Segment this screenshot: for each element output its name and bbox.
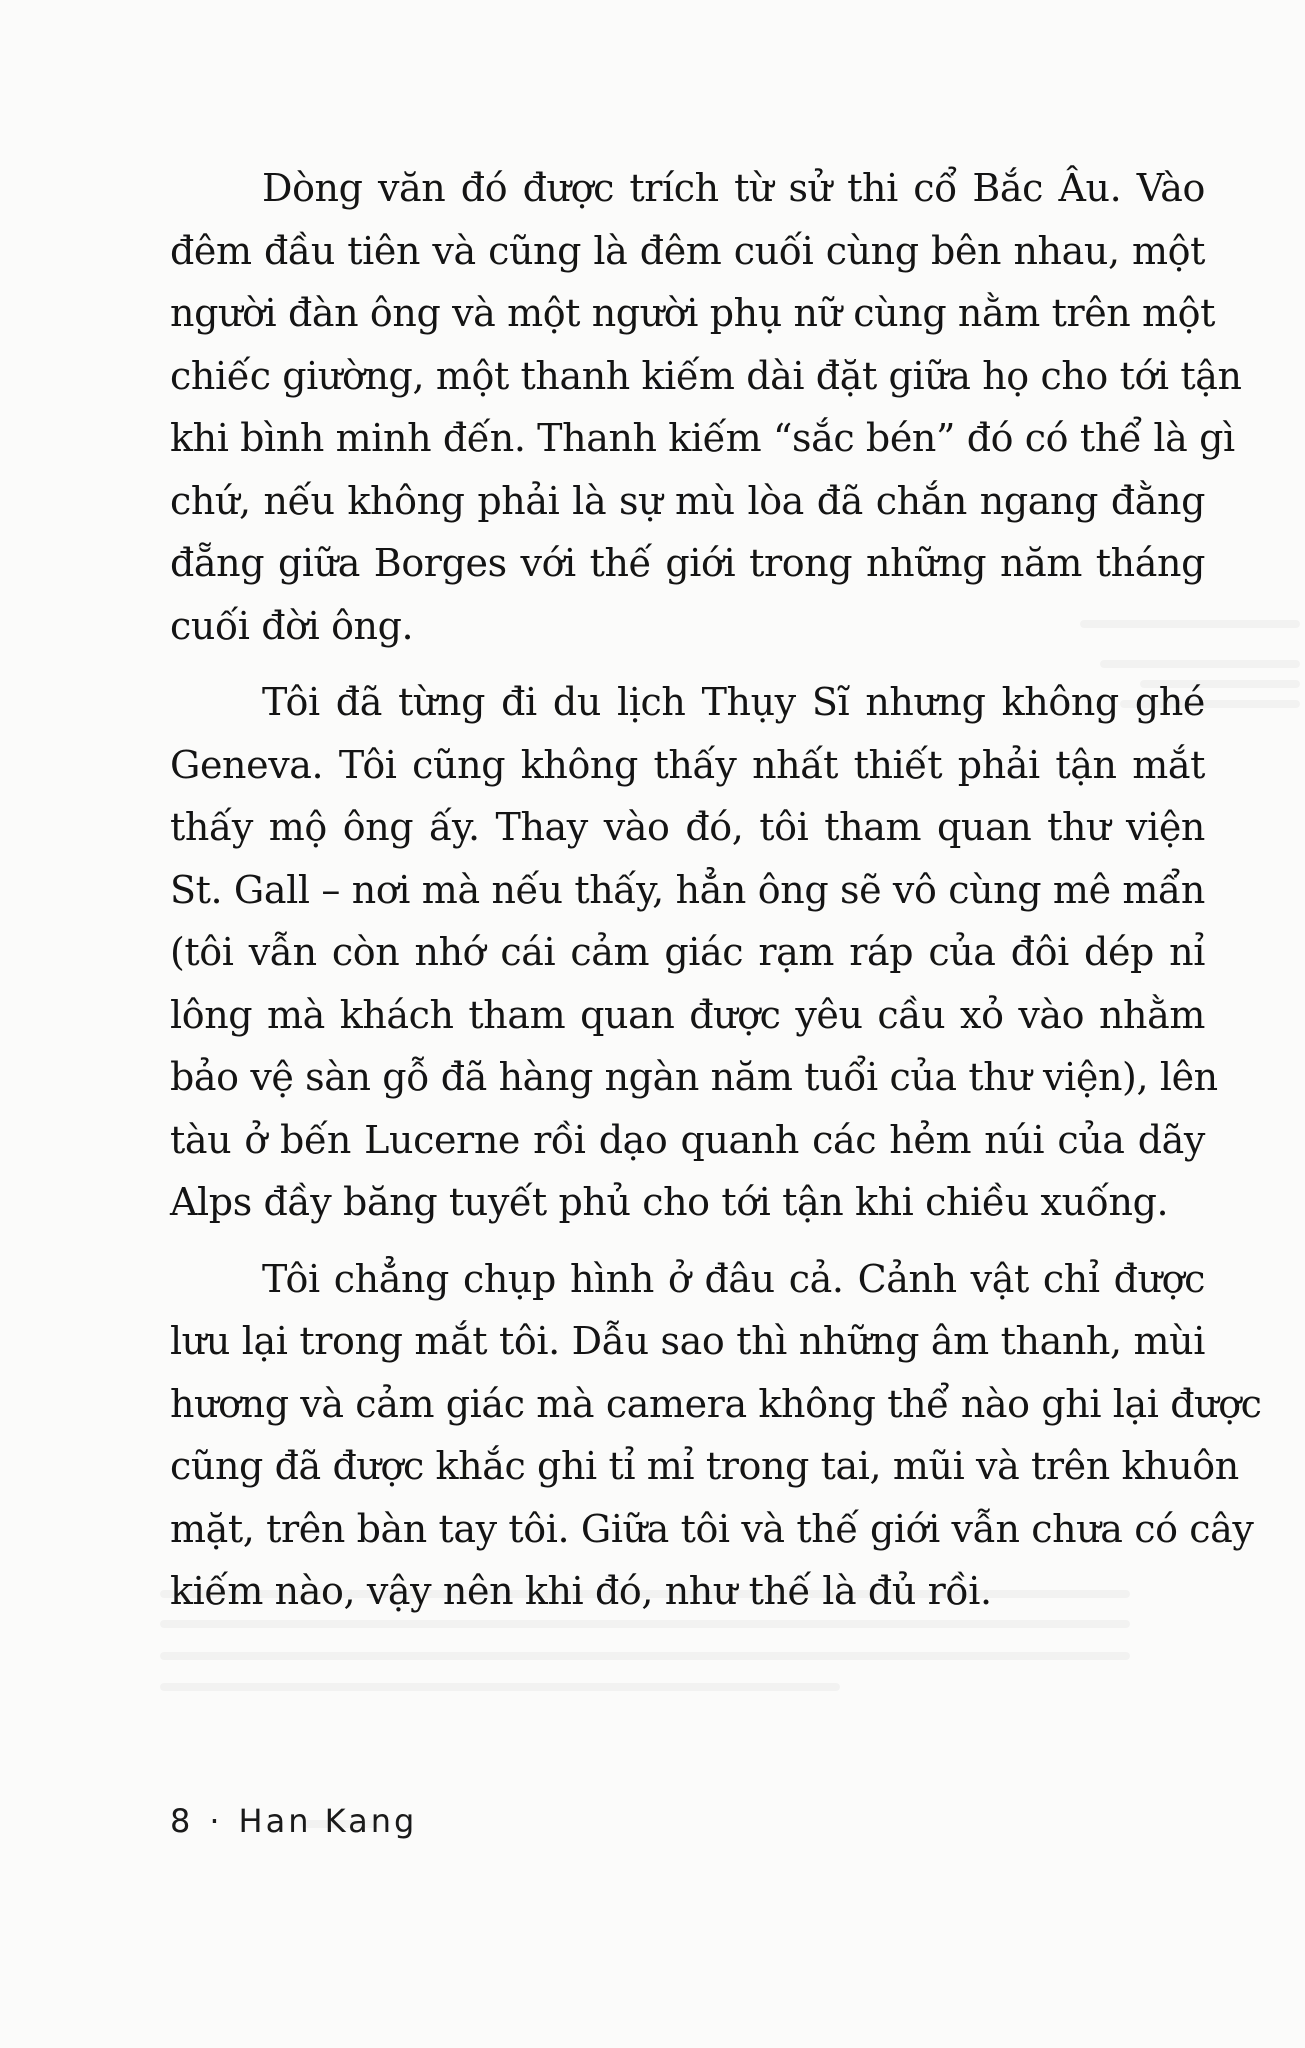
text-line: Alps đầy băng tuyết phủ cho tới tận khi chiều xuống. — [170, 1180, 1169, 1224]
text-line: lưu lại trong mắt tôi. Dẫu sao thì những âm thanh, mùi — [170, 1319, 1205, 1363]
text-line: Dòng văn đó được trích từ sử thi cổ Bắc Âu. Vào — [262, 166, 1205, 210]
text-line: thấy mộ ông ấy. Thay vào đó, tôi tham quan thư viện — [170, 805, 1205, 849]
text-line: hương và cảm giác mà camera không thể nào ghi lại được — [170, 1381, 1262, 1426]
text-line: St. Gall – nơi mà nếu thấy, hẳn ông sẽ vô cùng mê mẩn — [170, 867, 1205, 912]
text-line: bảo vệ sàn gỗ đã hàng ngàn năm tuổi của thư viện), lên — [170, 1055, 1218, 1099]
text-line: Tôi chẳng chụp hình ở đâu cả. Cảnh vật chỉ được — [262, 1256, 1205, 1301]
text-line: chiếc giường, một thanh kiếm dài đặt giữa họ cho tới tận — [170, 353, 1242, 398]
text-line: (tôi vẫn còn nhớ cái cảm giác rạm ráp của đôi dép nỉ — [170, 930, 1205, 974]
text-line: Geneva. Tôi cũng không thấy nhất thiết phải tận mắt — [170, 742, 1205, 787]
text-line: khi bình minh đến. Thanh kiếm “sắc bén” đó có thể là gì — [170, 416, 1235, 460]
text-line: chứ, nếu không phải là sự mù lòa đã chắn ngang đằng — [170, 478, 1205, 523]
text-line: người đàn ông và một người phụ nữ cùng nằm trên một — [170, 291, 1216, 335]
footer-separator: · — [209, 1802, 223, 1840]
author-name: Han Kang — [238, 1802, 418, 1840]
text-line: đẵng giữa Borges với thế giới trong những năm tháng — [170, 541, 1205, 585]
text-line: mặt, trên bàn tay tôi. Giữa tôi và thế giới vẫn chưa có cây — [170, 1506, 1254, 1551]
text-line: Tôi đã từng đi du lịch Thụy Sĩ nhưng không ghé — [262, 680, 1205, 724]
show-through-mark — [160, 1652, 1130, 1660]
text-line: lông mà khách tham quan được yêu cầu xỏ vào nhằm — [170, 992, 1205, 1037]
paragraph-1 — [170, 157, 1242, 657]
text-line: đêm đầu tiên và cũng là đêm cuối cùng bên nhau, một — [170, 228, 1205, 273]
text-line: cũng đã được khắc ghi tỉ mỉ trong tai, mũi và trên khuôn — [170, 1444, 1239, 1488]
text-line: cuối đời ông. — [170, 603, 414, 648]
paragraph-3 — [170, 1248, 1262, 1623]
page-footer — [170, 1802, 417, 1840]
show-through-mark — [160, 1683, 840, 1691]
body-text — [170, 157, 1262, 1637]
paragraph-2 — [170, 671, 1218, 1234]
text-line: kiếm nào, vậy nên khi đó, như thế là đủ rồi. — [170, 1569, 992, 1613]
text-line: tàu ở bến Lucerne rồi dạo quanh các hẻm núi của dãy — [170, 1117, 1205, 1162]
page-number: 8 — [170, 1802, 194, 1840]
